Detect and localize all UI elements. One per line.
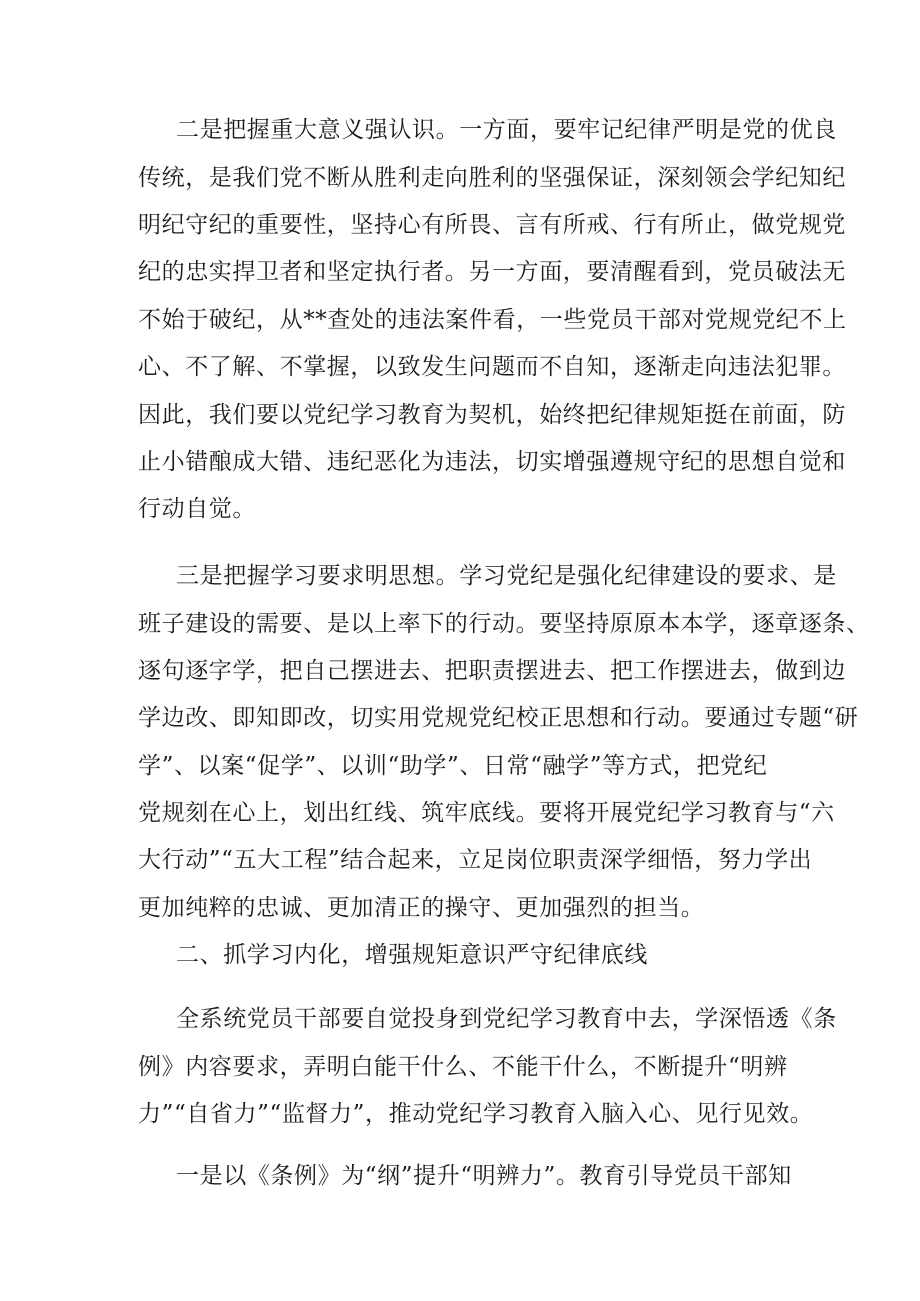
paragraph-2-line-9: 行动自觉。 bbox=[138, 496, 256, 522]
paragraph-3-line-5: 学”、以案“促学”、以训“助学”、日常“融学”等方式，把党纪 bbox=[138, 753, 768, 779]
paragraph-4-line-2: 例》内容要求，弄明白能干什么、不能干什么，不断提升“明辨 bbox=[138, 1054, 788, 1080]
paragraph-2-line-6: 心、不了解、不掌握，以致发生问题而不自知，逐渐走向违法犯罪。 bbox=[138, 354, 846, 380]
paragraph-3-line-2: 班子建设的需要、是以上率下的行动。要坚持原原本本学，逐章逐条、 bbox=[138, 611, 870, 637]
paragraph-4-line-1: 全系统党员干部要自觉投身到党纪学习教育中去，学深悟透《条 bbox=[176, 1006, 837, 1032]
paragraph-2-line-7: 因此，我们要以党纪学习教育为契机，始终把纪律规矩挺在前面，防 bbox=[138, 402, 846, 428]
paragraph-3-line-3: 逐句逐字学，把自己摆进去、把职责摆进去、把工作摆进去，做到边 bbox=[138, 658, 846, 684]
paragraph-3-line-8: 更加纯粹的忠诚、更加清正的操守、更加强烈的担当。 bbox=[138, 895, 705, 921]
paragraph-2-line-3: 明纪守纪的重要性，坚持心有所畏、言有所戒、行有所止，做党规党 bbox=[138, 212, 846, 238]
section-heading: 二、抓学习内化，增强规矩意识严守纪律底线 bbox=[176, 942, 648, 968]
paragraph-4-line-3: 力”“自省力”“监督力”，推动党纪学习教育入脑入心、见行见效。 bbox=[138, 1101, 814, 1127]
paragraph-2-line-1: 二是把握重大意义强认识。一方面，要牢记纪律严明是党的优良 bbox=[176, 117, 837, 143]
paragraph-2-line-4: 纪的忠实捍卫者和坚定执行者。另一方面，要清醒看到，党员破法无 bbox=[138, 259, 846, 285]
paragraph-3-line-1: 三是把握学习要求明思想。学习党纪是强化纪律建设的要求、是 bbox=[176, 563, 837, 589]
paragraph-2-line-2: 传统，是我们党不断从胜利走向胜利的坚强保证，深刻领会学纪知纪 bbox=[138, 165, 846, 191]
paragraph-3-line-7: 大行动”“五大工程”结合起来，立足岗位职责深学细悟，努力学出 bbox=[138, 847, 813, 873]
paragraph-3-line-6: 党规刻在心上，划出红线、筑牢底线。要将开展党纪学习教育与“六 bbox=[138, 800, 835, 826]
paragraph-2-line-5: 不始于破纪，从**查处的违法案件看，一些党员干部对党规党纪不上 bbox=[138, 307, 847, 333]
paragraph-5-line-1: 一是以《条例》为“纲”提升“明辨力”。教育引导党员干部知 bbox=[176, 1163, 792, 1189]
paragraph-2-line-8: 止小错酿成大错、违纪恶化为违法，切实增强遵规守纪的思想自觉和 bbox=[138, 449, 846, 475]
paragraph-3-line-4: 学边改、即知即改，切实用党规党纪校正思想和行动。要通过专题“研 bbox=[138, 705, 859, 731]
